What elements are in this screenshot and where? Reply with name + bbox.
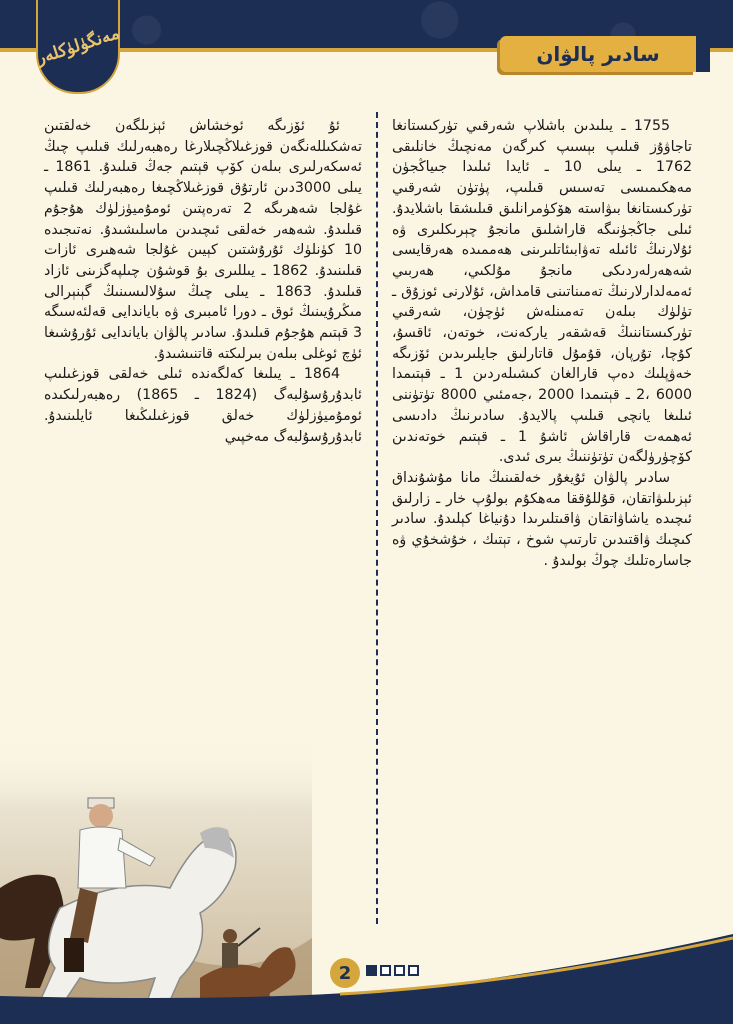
page-indicator: [366, 965, 419, 976]
paragraph: 1864 ـ يىلىغا كەلگەندە ئىلى خەلقى قوزغىلىپ ئابدۇرۇسۇلبەگ (1824 ـ 1865) رەھبەرلىكىدە ئومۇميۈزلۈك خەلق قوزغىلىڭىغا ئايلىنىدۇ. ئابدۇرۇسۇلبەگ مەخپىي: [44, 366, 362, 445]
paragraph: ئۇ ئۆزىگە ئوخشاش ئېزىلگەن خەلقتىن تەشكىللەنگەن قوزغىلاڭچىلارغا رەھبەرلىك قىلىپ چىڭ ئەسكەرلىرى بىلەن كۆپ قېتىم جەڭ قىلىدۇ. 1861 ـ يىلى 3000دىن ئارتۇق قوزغىلاڭچىغا رەھبەرلىك قىلىپ غۇلجا شەھرىگە 2 تەرەپتىن ئومۇميۈزلۈك ھۇجۇم قىلىدۇ. شەھەر خەلقى ئىچىدىن ماسلىشىدۇ. نەتىجىدە 10 كۈنلۈك ئۇرۇشتىن كېيىن غۇلجا شەھىرى ئازات قىلىنىدۇ. 1862 ـ يىللىرى بۇ قوشۇن چىلپەگزىنى ئازاد قىلىدۇ. 1863 ـ يىلى چىڭ سۇلالىسىنىڭ گېنېرالى مىڭرۇيىنىڭ ئوق ـ دورا ئامبىرى ۋە باياندايى قەلئەسىگە 3 قېتىم ھۇجۇم قىلىدۇ. سادىر پالۋان باياندايى ئۇرۇشىغا ئۈچ ئوغلى بىلەن بىرلىكتە قاتنىشىدۇ.: [44, 118, 363, 362]
page-title: سادىر پالۋان: [536, 42, 660, 66]
column-divider: [376, 112, 378, 924]
footer-wave: [0, 934, 733, 1024]
left-column: [44, 116, 362, 447]
logo: [33, 0, 123, 94]
logo-text: مەنگۈلۈكلەر: [33, 23, 123, 69]
page-dot-active: [366, 965, 377, 976]
paragraph: سادىر پالۋان ئۇيغۇر خەلقىنىڭ مانا مۇشۇنداق ئېزىلىۋاتقان، قۇللۇققا مەھكۇم بولۇپ خار ـ زارلىق ئىچىدە ياشاۋاتقان ۋاقىتلىرىدا دۇنياغا كېلىدۇ. سادىر كىچىك ۋاقتىدىن تارتىپ شوخ ، تېتىك ، خۇشخۇي ۋە جاسارەتلىك چوڭ بولىدۇ .: [392, 469, 692, 569]
page-dot: [380, 965, 391, 976]
page-dot: [408, 965, 419, 976]
title-banner: [500, 36, 696, 72]
page-dot: [394, 965, 405, 976]
page-number: 2: [330, 958, 360, 988]
right-column: [392, 116, 692, 571]
paragraph: 1755 ـ يىلىدىن باشلاپ شەرقىي تۈركىستانغا تاجاۋۇز قىلىپ بېسىپ كىرگەن مەنچىڭ خانلىقى 1762 ـ يىلى 10 ـ ئايدا ئىلىدا جىياڭجۈن مەھكىمىسى تەسىس قىلىپ، پۈتۈن شەرقىي تۈركىستانغا بىۋاستە ھۆكۈمرانلىق قىلىشقا باشلايدۇ. ئىلى جاڭجۈنىگە قاراشلىق مانجۇ چېرىكلىرى ۋە ئۇلارنىڭ ئائىلە تەۋابىئاتلىرىنى ھەممىدە ھەرقايسى شەھەرلەردىكى مانجۇ مۇلكىي، ھەربىي ئەمەلدارلارنىڭ تەمىناتىنى قامداش، ئۇلارنى ئوزۇق ـ تۈلۈك بىلەن تەمىنلەش ئۈچۈن، شەرقىي تۈركىستاننىڭ قەشقەر ياركەنت، خوتەن، ئاقسۇ، كۇچا، تۇرپان، قۇمۇل قاتارلىق جايلىرىدىن ئۆزىگە خەۋپلىك دەپ قارالغان كىشىلەردىن 1 ـ قېتىمدا 6000 ،2 ـ قېتىمدا 2000 ،جەمئىي 8000 تۈتۈننى ئىلىغا يانچى قىلىپ پالايدۇ. سادىرنىڭ دادىسى ئەھمەت قاراقاش ئاشۇ 1 ـ قېتىم خوتەندىن كۆچۈرۈلگەن تۈتۈننىڭ بىرى ئىدى.: [392, 118, 693, 466]
